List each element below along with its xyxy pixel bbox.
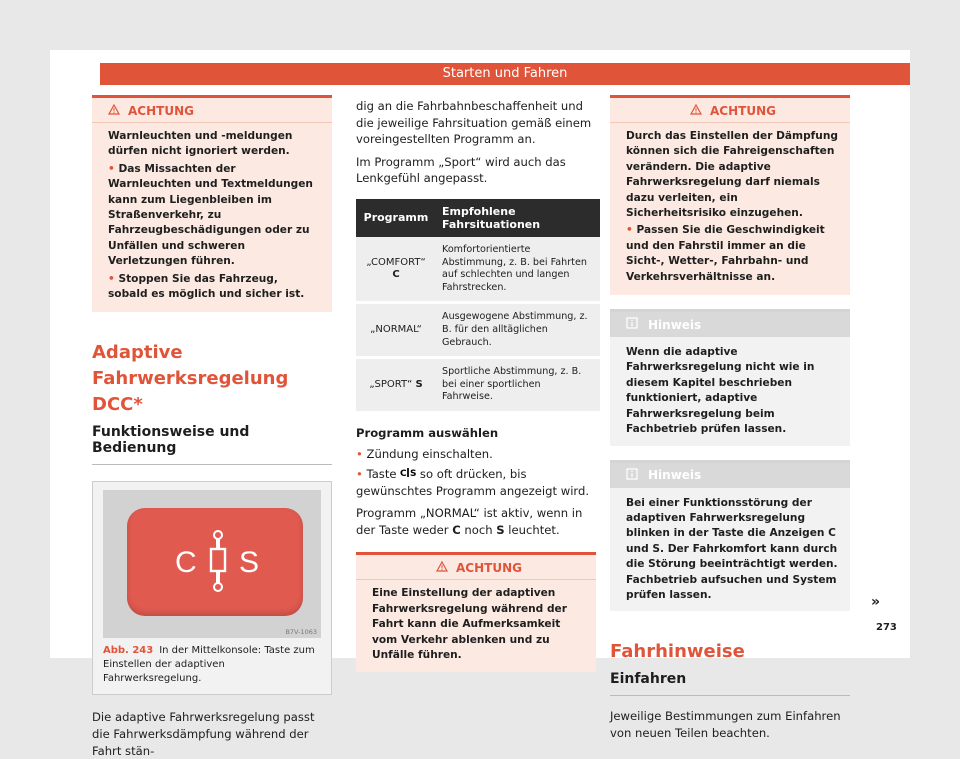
column-middle <box>356 98 596 672</box>
program-description: Ausgewogene Abstimmung, z. B. für den alltäglichen Gebrauch. <box>436 303 600 358</box>
continue-marker: » <box>871 594 881 610</box>
bullet-icon: • <box>108 272 119 285</box>
warning-lead: Durch das Einstellen der Dämpfung können sich die Fahreigenschaften verändern. Die adaptive Fahrwerksregelung darf niemals dazu verleiten, ein Sicherheitsrisiko einzugehen. <box>626 130 838 220</box>
svg-text:C: C <box>400 469 407 480</box>
step-text: Taste <box>366 467 397 482</box>
figure-number: Abb. 243 <box>103 645 154 657</box>
section-title: Fahrhinweise <box>610 641 745 663</box>
table-header: Empfohlene Fahrsituationen <box>436 199 600 237</box>
table-row <box>356 358 600 411</box>
bullet-icon: • <box>356 446 367 461</box>
warning-triangle-icon <box>436 561 448 575</box>
bullet-icon: • <box>626 224 637 237</box>
info-icon <box>626 317 638 332</box>
warning-label: ACHTUNG <box>456 561 522 576</box>
program-name: „NORMAL“ <box>370 323 422 335</box>
warning-lead: Warnleuchten und -meldungen dürfen nicht ignoriert werden. <box>108 130 293 158</box>
program-letter: S <box>415 378 423 390</box>
warning-bullet: Stoppen Sie das Fahrzeug, sobald es möglich und sicher ist. <box>108 272 305 301</box>
bullet-icon: • <box>108 162 119 175</box>
table-row <box>356 303 600 358</box>
note-text: Bei einer Funktionsstörung der adaptiven Fahrwerksregelung blinken in der Taste die Anzeigen C und S. Der Fahrkomfort kann durch die Störung beeinträchtigt werden. Fachbetrieb aufsuchen und System prüfen lassen. <box>626 496 838 601</box>
page-number: 273 <box>876 622 897 633</box>
program-table <box>356 199 600 411</box>
warning-bullet: Passen Sie die Geschwindigkeit und den Fahrstil immer an die Sicht-, Wetter-, Fahrbahn- und Verkehrsverhältnisse an. <box>626 224 825 283</box>
paragraph: Im Programm „Sport“ wird auch das Lenkgefühl angepasst. <box>356 154 566 186</box>
warning-text: Eine Einstellung der adaptiven Fahrwerksregelung während der Fahrt kann die Aufmerksamkeit vom Verkehr ablenken und zu Unfälle führen. <box>372 587 567 662</box>
column-left <box>92 95 332 759</box>
button-letter-c: C <box>175 546 197 580</box>
caption-text: In der Mittelkonsole: Taste zum Einstellen der adaptiven Fahrwerksregelung. <box>103 645 315 685</box>
paragraph: Programm „NORMAL“ ist aktiv, wenn in der Taste weder C noch S leuchtet. <box>356 506 583 537</box>
program-description: Sportliche Abstimmung, z. B. bei einer sportlichen Fahrweise. <box>436 358 600 411</box>
warning-box <box>92 95 332 312</box>
subheading: Programm auswählen <box>356 425 499 440</box>
warning-bullet: Das Missachten der Warnleuchten und Textmeldungen kann zum Liegenbleiben im Straßenverkehr, zu Fahrzeugbeschädigungen oder zu Unfällen und schweren Verletzungen führen. <box>108 162 313 268</box>
program-letter: C <box>392 269 400 281</box>
note-box <box>610 460 850 612</box>
damper-key-icon <box>400 467 416 481</box>
figure-code: B7V-1063 <box>285 628 317 637</box>
column-right <box>610 95 850 742</box>
note-box <box>610 309 850 445</box>
note-label: Hinweis <box>648 468 702 482</box>
svg-text:S: S <box>410 469 417 480</box>
warning-label: ACHTUNG <box>710 104 776 118</box>
warning-box <box>356 552 596 671</box>
warning-triangle-icon <box>108 104 120 118</box>
step-text: Zündung einschalten. <box>366 446 493 461</box>
paragraph: dig an die Fahrbahnbeschaffenheit und die jeweilige Fahrsituation gemäß einem voreingestellten Programm an. <box>356 99 592 147</box>
program-description: Komfortorientierte Abstimmung, z. B. bei Fahrten auf schlechten und langen Fahrstrecken. <box>436 237 600 303</box>
dcc-button-graphic <box>127 508 303 616</box>
program-name: „SPORT“ <box>369 378 413 390</box>
warning-box <box>610 95 850 295</box>
warning-label: ACHTUNG <box>128 104 194 118</box>
program-name: „COMFORT“ <box>366 256 426 268</box>
subsection-title: Einfahren <box>610 671 850 696</box>
section-title: Adaptive Fahrwerksregelung DCC* <box>92 342 289 416</box>
paragraph: Die adaptive Fahrwerksregelung passt die Fahrwerksdämpfung während der Fahrt stän- <box>92 710 315 758</box>
table-header: Programm <box>356 199 436 237</box>
button-letter-s: S <box>239 546 260 580</box>
figure-caption <box>93 638 331 694</box>
info-icon <box>626 468 638 483</box>
figure-image <box>103 490 321 638</box>
damper-icon <box>207 530 229 598</box>
paragraph: Jeweilige Bestimmungen zum Einfahren von neuen Teilen beachten. <box>610 709 841 740</box>
step-text: so oft drücken, bis gewünschtes Programm angezeigt wird. <box>356 467 590 498</box>
note-text: Wenn die adaptive Fahrwerksregelung nicht wie in diesem Kapitel beschrieben funktioniert, adaptive Fahrwerksregelung beim Fachbetrieb prüfen lassen. <box>626 346 815 436</box>
table-row <box>356 237 600 303</box>
warning-triangle-icon <box>690 104 702 118</box>
bullet-icon: • <box>356 467 367 482</box>
figure <box>92 481 332 695</box>
subsection-title: Funktionsweise und Bedienung <box>92 424 332 465</box>
note-label: Hinweis <box>648 317 702 332</box>
page-header: Starten und Fahren <box>100 63 910 85</box>
